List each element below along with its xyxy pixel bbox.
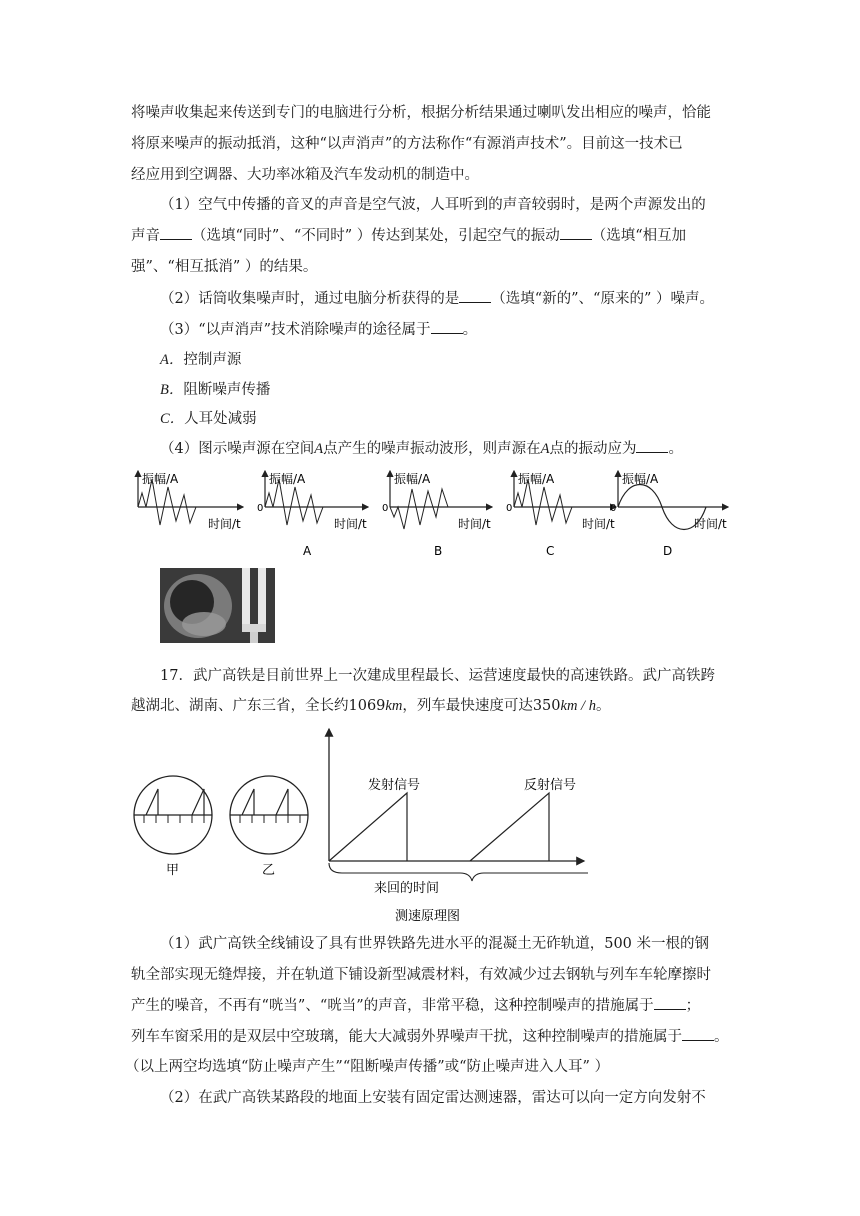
- q16-part2: [160, 290, 731, 308]
- waveform-option-d: [610, 471, 728, 558]
- q16-part2-text-a: （2）话筒收集噪声时，通过电脑分析获得的是: [160, 291, 460, 307]
- answer-blank: [654, 997, 686, 1010]
- waveform-ylabel: 振幅/A: [269, 472, 306, 486]
- q16-part4: [160, 440, 731, 458]
- q16-part4-text-b: 点产生的噪声振动波形，则声源在: [323, 441, 541, 457]
- dial-yi: [230, 776, 308, 878]
- waveform-ylabel: 振幅/A: [518, 472, 555, 486]
- answer-blank: [636, 440, 668, 453]
- tuning-fork-photo: [160, 568, 275, 643]
- waveform-xlabel: 时间/t: [208, 517, 241, 531]
- waveform-ylabel: 振幅/A: [622, 472, 659, 486]
- q17-part1-punct: 。: [714, 1029, 729, 1045]
- q17-part1-line3: [131, 997, 731, 1015]
- option-letter: C．: [160, 411, 185, 427]
- q17-part1-punct: ；: [685, 998, 701, 1014]
- q16-part1-text-c: （选填“相互加: [591, 228, 687, 244]
- q17-intro-line1: 17．武广高铁是目前世界上一次建成里程最长、运营速度最快的高速铁路。武广高铁跨: [160, 668, 715, 684]
- waveform-ylabel: 振幅/A: [394, 472, 431, 486]
- intro-line-1: 将噪声收集起来传送到专门的电脑进行分析，根据分析结果通过喇叭发出相应的噪声，恰能: [131, 105, 711, 121]
- q17-part1-line2: 轨全部实现无缝焊接，并在轨道下铺设新型减震材料，有效减少过去钢轨与列车车轮摩擦时: [131, 967, 711, 983]
- q16-part1-line3: 强”、“相互抵消” ）的结果。: [131, 259, 318, 275]
- answer-blank: [682, 1028, 714, 1041]
- q16-part1-text-b: （选填“同时”、“不同时” ）传达到某处，引起空气的振动: [192, 228, 560, 244]
- point-a-label: A: [540, 441, 550, 457]
- dial-jia-label: 甲: [166, 863, 180, 878]
- q17-text-b: ，列车最快速度可达: [402, 698, 533, 714]
- q16-part3: [160, 321, 731, 339]
- q16-part3-text-b: 。: [462, 322, 478, 338]
- waveform-xlabel: 时间/t: [694, 517, 727, 531]
- reflect-signal-line: [470, 793, 549, 861]
- origin-label: 0: [506, 503, 513, 514]
- waveform-ylabel: 振幅/A: [142, 472, 179, 486]
- answer-blank: [160, 227, 192, 240]
- option-label-b: B: [434, 544, 443, 558]
- option-label-c: C: [546, 544, 555, 558]
- origin-label: 0: [382, 503, 389, 514]
- q17-part1-line4: [131, 1028, 731, 1046]
- emit-signal-line: [329, 793, 407, 861]
- answer-blank: [560, 227, 592, 240]
- answer-blank: [459, 290, 491, 303]
- q17-part1-line1: （1）武广高铁全线铺设了具有世界铁路先进水平的混凝土无砟轨道，500 米一根的钢: [160, 936, 710, 952]
- point-a-label: A: [314, 441, 324, 457]
- reflect-signal-label: 反射信号: [524, 778, 577, 793]
- q17-text-c: 。: [595, 698, 611, 714]
- q17-part2-line1: （2）在武广高铁某路段的地面上安装有固定雷达测速器，雷达可以向一定方向发射不: [160, 1090, 706, 1106]
- speed-unit: km / h: [560, 698, 596, 714]
- emit-signal-label: 发射信号: [368, 778, 421, 793]
- waveform-option-c: [506, 471, 616, 558]
- q16-part4-text-c: 点的振动应为: [549, 441, 637, 457]
- option-text: 阻断噪声传播: [183, 382, 271, 398]
- origin-label: 0: [257, 503, 264, 514]
- waveform-xlabel: 时间/t: [334, 517, 367, 531]
- answer-blank: [431, 321, 463, 334]
- intro-line-3: 经应用到空调器、大功率冰箱及汽车发动机的制造中。: [131, 167, 479, 183]
- option-c: [160, 410, 731, 428]
- q17-text-a: 越湖北、湖南、广东三省，全长约: [131, 698, 349, 714]
- option-label-d: D: [663, 544, 673, 558]
- origin-label: 0: [610, 503, 617, 514]
- option-text: 控制声源: [183, 352, 242, 368]
- q16-part1-line2: [131, 227, 731, 245]
- q17-part1-line5: （以上两空均选填“防止噪声产生”“阻断噪声传播”或“防止噪声进入人耳” ）: [125, 1059, 610, 1075]
- dial-jia: [134, 776, 212, 878]
- q17-part1-text: 产生的噪音，不再有“咣当”、“咣当”的声音，非常平稳，这种控制噪声的措施属于: [131, 998, 654, 1014]
- q17-intro-line2: [131, 697, 731, 715]
- q16-part3-text-a: （3）“以声消声”技术消除噪声的途径属于: [160, 322, 431, 338]
- option-b: [160, 381, 731, 399]
- intro-line-2: 将原来噪声的振动抵消，这种“以声消声”的方法称作“有源消声技术”。目前这一技术已: [131, 136, 683, 152]
- waveform-option-b: [382, 471, 492, 558]
- option-text: 人耳处减弱: [184, 411, 257, 427]
- diagram-caption: 测速原理图: [395, 909, 461, 924]
- q16-part1-line1: （1）空气中传播的音叉的声音是空气波，人耳听到的声音较弱时，是两个声源发出的: [160, 197, 706, 213]
- waveform-figure: [128, 465, 733, 560]
- roundtrip-brace: [329, 863, 588, 881]
- waveform-option-a: [257, 471, 368, 558]
- speed-value: 350: [532, 698, 561, 714]
- roundtrip-label: 来回的时间: [374, 881, 440, 896]
- option-label-a: A: [303, 544, 312, 558]
- length-unit: km: [385, 698, 403, 714]
- source-waveform: [138, 471, 243, 531]
- length-value: 1069: [348, 698, 386, 714]
- q16-part2-text-b: （选填“新的”、“原来的” ）噪声。: [491, 291, 714, 307]
- q16-part4-text-a: （4）图示噪声源在空间: [160, 441, 315, 457]
- q16-part4-text-d: 。: [668, 441, 683, 457]
- option-a: [160, 351, 731, 369]
- radar-speed-diagram: [128, 725, 588, 925]
- dial-yi-label: 乙: [262, 863, 276, 878]
- option-letter: B．: [160, 382, 184, 398]
- option-letter: A．: [160, 352, 184, 368]
- waveform-xlabel: 时间/t: [582, 517, 615, 531]
- waveform-xlabel: 时间/t: [458, 517, 491, 531]
- q17-part1-text: 列车车窗采用的是双层中空玻璃，能大大减弱外界噪声干扰，这种控制噪声的措施属于: [131, 1029, 682, 1045]
- q16-part1-text-a: 声音: [131, 228, 160, 244]
